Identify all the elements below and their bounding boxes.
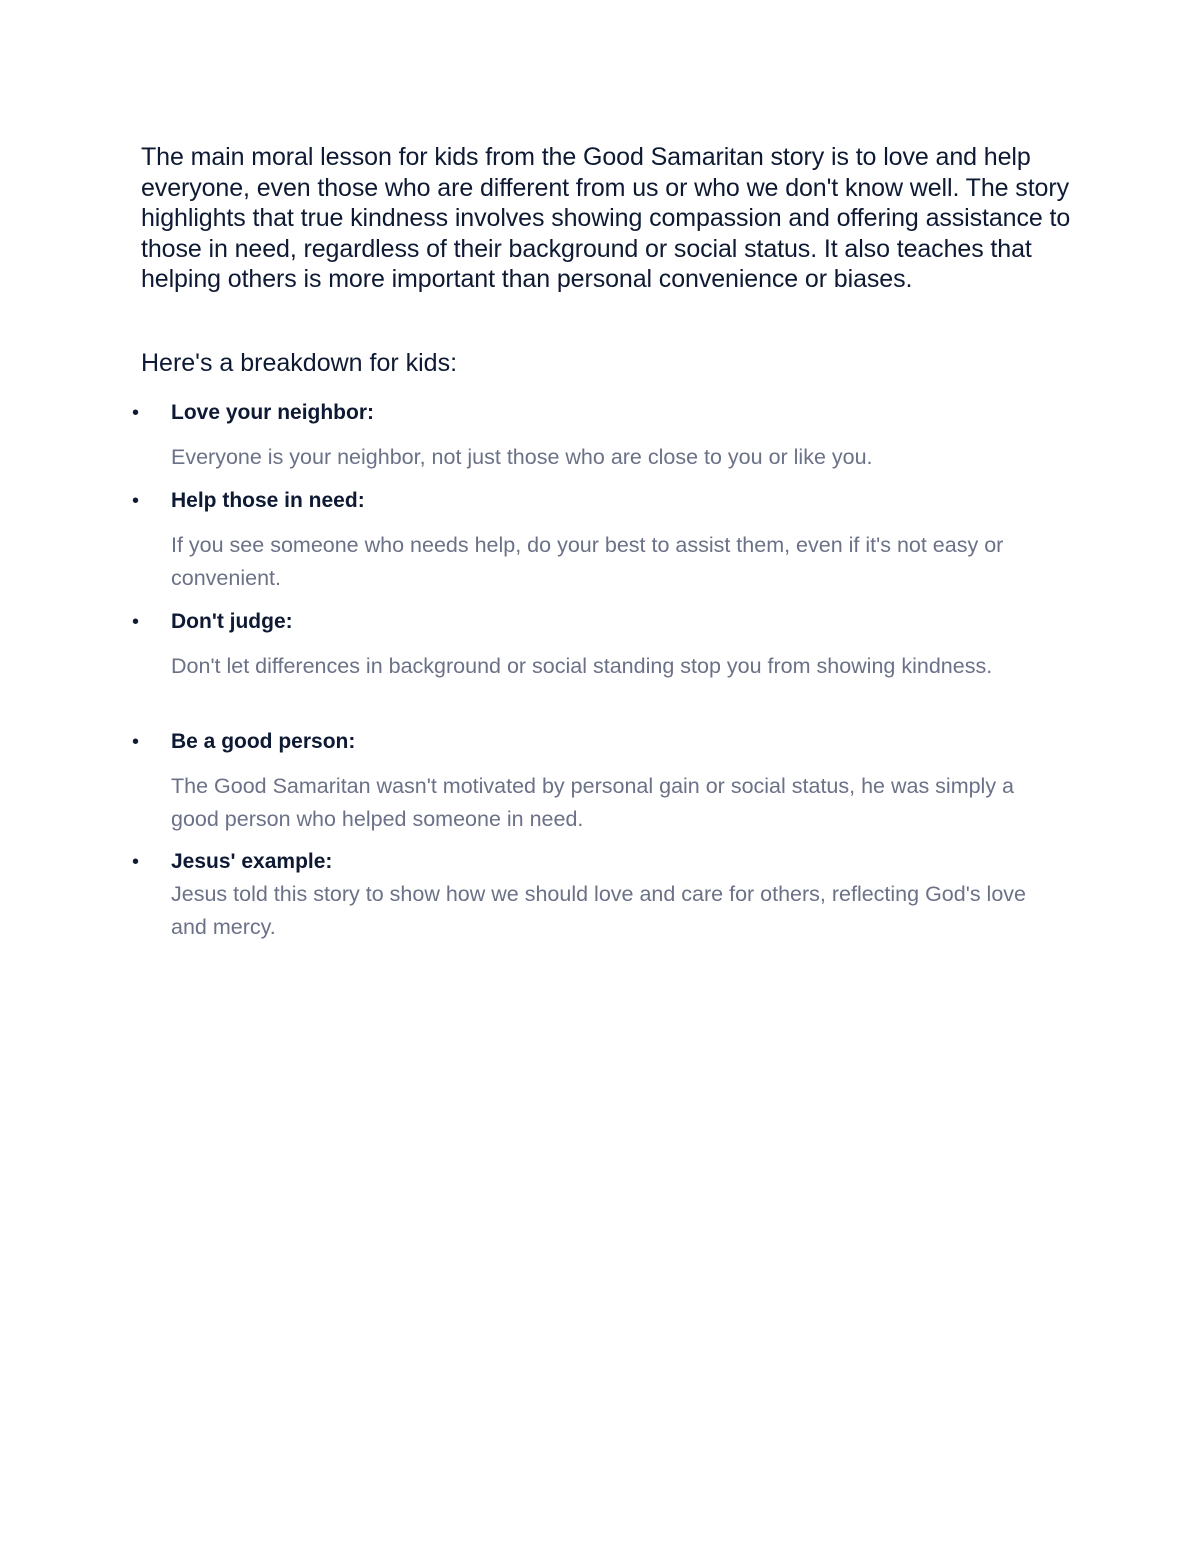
list-item-title: Help those in need:: [171, 489, 365, 512]
bullet-icon: •: [132, 731, 140, 753]
list-item-description: Don't let differences in background or social standing stop you from showing kindness.: [171, 654, 993, 678]
list-item-title: Love your neighbor:: [171, 401, 375, 424]
list-item-description: The Good Samaritan wasn't motivated by personal gain or social status, he was simply a good person who helped someone in need.: [171, 774, 1015, 831]
list-item-title: Don't judge:: [171, 610, 293, 633]
breakdown-heading: Here's a breakdown for kids:: [141, 349, 458, 377]
list-item-description: If you see someone who needs help, do your best to assist them, even if it's not easy or convenient.: [171, 533, 1004, 590]
list-item-title: Jesus' example:: [171, 850, 333, 873]
bullet-icon: •: [132, 611, 140, 633]
bullet-icon: •: [132, 490, 140, 512]
bullet-icon: •: [132, 851, 140, 873]
intro-paragraph: The main moral lesson for kids from the Good Samaritan story is to love and help everyone, even those who are different from us or who we don't know well. The story highlights that true kindness involves showing compassion and offering assistance to those in need, regardless of their background or social status. It also teaches that helping others is more important than personal convenience or biases.: [141, 143, 1071, 294]
list-item-description: Jesus told this story to show how we should love and care for others, reflecting God's love and mercy.: [171, 882, 1026, 939]
list-item-title: Be a good person:: [171, 730, 356, 753]
list-item-description: Everyone is your neighbor, not just those who are close to you or like you.: [171, 445, 873, 469]
bullet-icon: •: [132, 402, 140, 424]
